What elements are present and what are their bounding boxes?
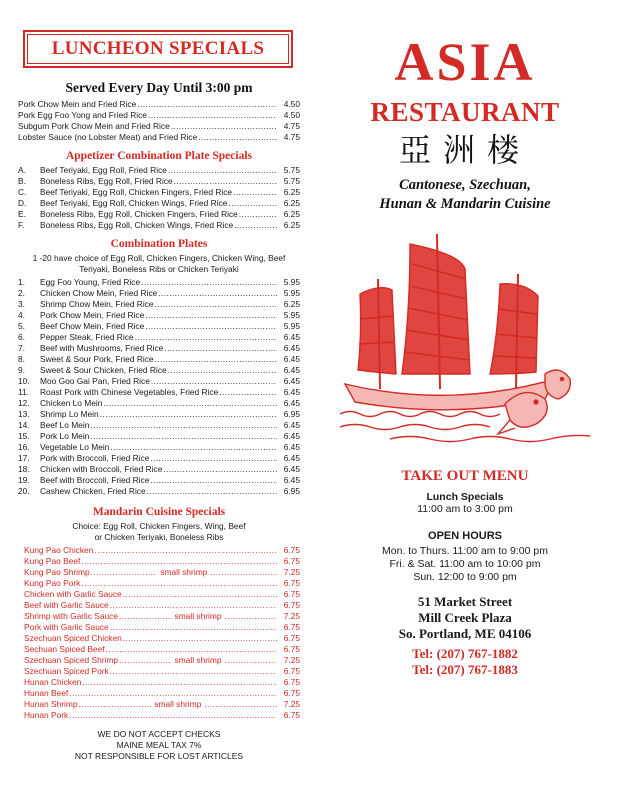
- menu-row: [18, 545, 300, 556]
- item-price: 6.25: [283, 209, 300, 219]
- leader-dots: [228, 198, 277, 209]
- luncheon-list: [18, 99, 300, 143]
- leader-dots: [168, 365, 277, 376]
- meal-tax-note: MAINE MEAL TAX 7%: [116, 740, 202, 750]
- lunch-specials-label: Lunch Specials: [426, 491, 504, 503]
- leader-dots: [110, 442, 277, 453]
- leader-dots: [158, 288, 277, 299]
- item-price: 5.95: [283, 277, 300, 287]
- leader-dots: [110, 622, 277, 633]
- item-price: 5.75: [283, 165, 300, 175]
- mandarin-list: [18, 545, 300, 721]
- menu-row: [18, 453, 300, 464]
- item-price: 4.75: [283, 121, 300, 131]
- menu-row: [18, 611, 300, 622]
- menu-row: [18, 600, 300, 611]
- served-heading: Served Every Day Until 3:00 pm: [65, 80, 253, 95]
- item-price: 6.45: [283, 420, 300, 430]
- restaurant-subtitle: RESTAURANT: [370, 97, 560, 127]
- item-number: 14.: [18, 420, 30, 430]
- menu-row: [18, 99, 300, 110]
- item-number: 20.: [18, 486, 30, 496]
- menu-row: [18, 578, 300, 589]
- item-name: Szechuan Spiced Pork: [24, 666, 109, 676]
- leader-dots: [106, 644, 277, 655]
- item-price: 6.25: [283, 187, 300, 197]
- item-name: Cashew Chicken, Fried Rice: [40, 486, 146, 496]
- appetizer-title: Appetizer Combination Plate Specials: [65, 150, 253, 162]
- leader-dots: [198, 132, 277, 143]
- leader-dots: [164, 343, 277, 354]
- leader-dots: [155, 299, 277, 310]
- combination-title: Combination Plates: [110, 238, 208, 250]
- item-price: 5.95: [283, 310, 300, 320]
- item-price: 5.95: [283, 321, 300, 331]
- item-number: A.: [18, 165, 26, 175]
- menu-row: [18, 556, 300, 567]
- item-name: Hunan Pork: [24, 710, 69, 720]
- item-name: Chicken with Broccoli, Fried Rice: [40, 464, 163, 474]
- leader-dots: [219, 387, 277, 398]
- item-name: Sweet & Sour Chicken, Fried Rice: [40, 365, 167, 375]
- item-name: Beef Chow Mein, Fried Rice: [40, 321, 145, 331]
- item-name: Szechuan Spiced Chicken: [24, 633, 122, 643]
- item-name: Pork Lo Mein: [40, 431, 90, 441]
- menu-row: [18, 710, 300, 721]
- cuisine-line-2: Hunan & Mandarin Cuisine: [379, 196, 551, 212]
- menu-row: [18, 110, 300, 121]
- luncheon-banner: [23, 30, 293, 68]
- item-price: 6.75: [283, 666, 300, 676]
- menu-row: [18, 187, 300, 198]
- item-number: 19.: [18, 475, 30, 485]
- item-name: Pork Egg Foo Yong and Fried Rice: [18, 110, 147, 120]
- item-number: 17.: [18, 453, 30, 463]
- item-name: Hunan Chicken: [24, 677, 82, 687]
- leader-dots: [234, 220, 277, 231]
- menu-row: [18, 132, 300, 143]
- item-number: 6.: [18, 332, 25, 342]
- menu-row: [18, 176, 300, 187]
- item-name: Szechuan Spiced Shrimp: [24, 655, 119, 665]
- item-name: Shrimp Chow Mein, Fried Rice: [40, 299, 154, 309]
- menu-row: [18, 299, 300, 310]
- item-number: 8.: [18, 354, 25, 364]
- leader-dots: [148, 110, 277, 121]
- leader-dots: [150, 453, 277, 464]
- item-name: Kung Pao Chicken: [24, 545, 94, 555]
- item-price: 6.75: [283, 556, 300, 566]
- item-number: 15.: [18, 431, 30, 441]
- item-name: Sweet & Sour Pork, Fried Rice: [40, 354, 154, 364]
- menu-row: [18, 387, 300, 398]
- item-price: 6.25: [283, 198, 300, 208]
- menu-row: [18, 677, 300, 688]
- leader-dots: [90, 420, 277, 431]
- takeout-title: TAKE OUT MENU: [401, 468, 529, 484]
- item-name: Hunan Shrimp: [24, 699, 78, 709]
- item-name: Kung Pao Beef: [24, 556, 81, 566]
- chinese-name: 亞洲楼: [398, 131, 531, 169]
- item-number: 11.: [18, 387, 30, 397]
- hours-mon-thu: Mon. to Thurs. 11:00 am to 9:00 pm: [382, 545, 548, 557]
- leader-dots: [110, 600, 277, 611]
- menu-row: [18, 409, 300, 420]
- item-name: Beef with Garlic Sauce: [24, 600, 109, 610]
- item-number: 10.: [18, 376, 30, 386]
- item-name: Shrimp Lo Mein: [40, 409, 99, 419]
- leader-dots: [79, 699, 152, 710]
- leader-dots: [91, 567, 158, 578]
- item-name: Sechuan Spiced Beef: [24, 644, 105, 654]
- leader-dots: [135, 332, 277, 343]
- item-price: 6.25: [283, 220, 300, 230]
- item-number: B.: [18, 176, 26, 186]
- leader-dots: [225, 655, 277, 666]
- menu-row: [18, 365, 300, 376]
- item-price: 6.45: [283, 343, 300, 353]
- menu-row: [18, 486, 300, 497]
- item-number: 7.: [18, 343, 25, 353]
- item-note: small shrimp: [154, 699, 202, 709]
- leader-dots: [137, 99, 277, 110]
- leader-dots: [151, 376, 277, 387]
- menu-row: [18, 310, 300, 321]
- menu-row: [18, 633, 300, 644]
- item-name: Hunan Beef: [24, 688, 69, 698]
- menu-row: [18, 688, 300, 699]
- menu-row: [18, 398, 300, 409]
- item-number: 2.: [18, 288, 25, 298]
- item-name: Pork with Garlic Sauce: [24, 622, 109, 632]
- item-price: 6.45: [283, 354, 300, 364]
- left-column: [18, 30, 300, 762]
- item-price: 7.25: [283, 655, 301, 665]
- item-name: Pork Chow Mein and Fried Rice: [18, 99, 137, 109]
- item-name: Roast Pork with Chinese Vegetables, Fried Rice: [40, 387, 219, 397]
- item-name: Pepper Steak, Fried Rice: [40, 332, 134, 342]
- leader-dots: [155, 354, 277, 365]
- leader-dots: [123, 589, 277, 600]
- item-price: 6.45: [283, 365, 300, 375]
- item-number: 1.: [18, 277, 25, 287]
- menu-row: [18, 376, 300, 387]
- cuisine-line-1: Cantonese, Szechuan,: [399, 177, 531, 193]
- phone-1: Tel: (207) 767-1882: [412, 646, 518, 661]
- no-checks-note: WE DO NOT ACCEPT CHECKS: [97, 729, 221, 739]
- item-number: 12.: [18, 398, 30, 408]
- menu-row: [18, 666, 300, 677]
- leader-dots: [171, 121, 277, 132]
- phone-2: Tel: (207) 767-1883: [412, 662, 518, 677]
- item-note: small shrimp: [174, 655, 222, 665]
- item-name: Beef Lo Mein: [40, 420, 90, 430]
- menu-row: [18, 332, 300, 343]
- leader-dots: [225, 611, 277, 622]
- leader-dots: [150, 475, 277, 486]
- item-name: Beef with Mushrooms, Fried Rice: [40, 343, 164, 353]
- item-name: Moo Goo Gai Pan, Fried Rice: [40, 376, 150, 386]
- luncheon-banner-title: LUNCHEON SPECIALS: [27, 34, 289, 64]
- item-note: small shrimp: [174, 611, 222, 621]
- menu-row: [18, 589, 300, 600]
- leader-dots: [233, 187, 277, 198]
- leader-dots: [204, 699, 277, 710]
- item-name: Egg Foo Young, Fried Rice: [40, 277, 141, 287]
- item-price: 7.25: [283, 611, 300, 621]
- leader-dots: [174, 176, 277, 187]
- mandarin-note: Choice: Egg Roll, Chicken Fingers, Wing, Beef or Chicken Teriyaki, Boneless Ribs: [72, 521, 246, 542]
- footer-notes: [18, 729, 300, 762]
- leader-dots: [69, 688, 277, 699]
- restaurant-title: ASIA: [394, 32, 536, 92]
- item-price: 7.25: [283, 699, 301, 709]
- menu-row: [18, 475, 300, 486]
- item-name: Boneless Ribs, Egg Roll, Fried Rice: [40, 176, 173, 186]
- item-price: 7.25: [283, 567, 300, 577]
- item-name: Pork with Broccoli, Fried Rice: [40, 453, 150, 463]
- item-price: 6.45: [283, 475, 300, 485]
- item-name: Pork Chow Mein, Fried Rice: [40, 310, 145, 320]
- leader-dots: [100, 409, 277, 420]
- item-price: 6.95: [283, 486, 300, 496]
- item-name: Beef Teriyaki, Egg Roll, Chicken Fingers, Fried Rice: [40, 187, 233, 197]
- item-price: 6.75: [283, 688, 300, 698]
- menu-row: [18, 288, 300, 299]
- item-name: Kung Pao Shrimp: [24, 567, 90, 577]
- item-price: 5.95: [283, 288, 300, 298]
- hours-sun: Sun. 12:00 to 9:00 pm: [413, 571, 517, 583]
- combination-list: [18, 277, 300, 497]
- item-number: 13.: [18, 409, 30, 419]
- item-name: Kung Pao Pork: [24, 578, 81, 588]
- item-price: 6.45: [283, 453, 300, 463]
- item-number: 4.: [18, 310, 25, 320]
- item-name: Lobster Sauce (no Lobster Meat) and Fried Rice: [18, 132, 198, 142]
- combination-note: 1 -20 have choice of Egg Roll, Chicken Fingers, Chicken Wing, Beef Teriyaki, Boneless Ribs or Chicken Teriyaki: [32, 253, 286, 274]
- item-name: Chicken with Garlic Sauce: [24, 589, 122, 599]
- item-number: 18.: [18, 464, 30, 474]
- item-name: Boneless Ribs, Egg Roll, Chicken Fingers, Fried Rice: [40, 209, 238, 219]
- item-price: 6.75: [283, 710, 300, 720]
- menu-row: [18, 655, 300, 666]
- item-price: 4.75: [283, 132, 300, 142]
- item-price: 6.95: [283, 409, 300, 419]
- item-name: Chicken Lo Mein: [40, 398, 103, 408]
- menu-row: [18, 442, 300, 453]
- item-price: 6.75: [283, 644, 300, 654]
- menu-row: [18, 121, 300, 132]
- item-name: Beef Teriyaki, Egg Roll, Chicken Wings, Fried Rice: [40, 198, 228, 208]
- item-number: 16.: [18, 442, 30, 452]
- item-price: 6.75: [283, 633, 300, 643]
- item-price: 6.45: [283, 442, 300, 452]
- leader-dots: [163, 464, 277, 475]
- menu-row: [18, 220, 300, 231]
- leader-dots: [90, 431, 277, 442]
- menu-row: [18, 165, 300, 176]
- leader-dots: [110, 666, 277, 677]
- item-number: 3.: [18, 299, 25, 309]
- menu-row: [18, 354, 300, 365]
- leader-dots: [168, 165, 277, 176]
- item-number: F.: [18, 220, 25, 230]
- item-price: 6.75: [283, 677, 300, 687]
- item-price: 6.75: [283, 578, 300, 588]
- address-street: 51 Market Street: [417, 594, 513, 609]
- hours-fri-sat: Fri. & Sat. 11:00 am to 10:00 pm: [389, 558, 541, 570]
- item-name: Shrimp with Garlic Sauce: [24, 611, 119, 621]
- leader-dots: [82, 677, 277, 688]
- item-price: 6.75: [283, 545, 300, 555]
- item-price: 5.75: [283, 176, 300, 186]
- leader-dots: [147, 486, 277, 497]
- item-number: 5.: [18, 321, 25, 331]
- item-name: Beef with Broccoli, Fried Rice: [40, 475, 150, 485]
- menu-row: [18, 431, 300, 442]
- appetizer-list: [18, 165, 300, 231]
- item-price: 6.45: [283, 376, 300, 386]
- leader-dots: [69, 710, 277, 721]
- item-price: 6.45: [283, 398, 300, 408]
- item-note: small shrimp: [160, 567, 208, 577]
- leader-dots: [119, 655, 171, 666]
- leader-dots: [239, 209, 277, 220]
- junk-ship-illustration: [340, 224, 590, 454]
- menu-row: [18, 198, 300, 209]
- menu-row: [18, 321, 300, 332]
- leader-dots: [119, 611, 171, 622]
- lost-articles-note: NOT RESPONSIBLE FOR LOST ARTICLES: [74, 751, 244, 761]
- menu-row: [18, 277, 300, 288]
- menu-row: [18, 699, 300, 710]
- item-price: 4.50: [283, 110, 300, 120]
- leader-dots: [123, 633, 277, 644]
- leader-dots: [81, 578, 277, 589]
- menu-row: [18, 567, 300, 578]
- item-name: Boneless Ribs, Egg Roll, Chicken Wings, Fried Rice: [40, 220, 234, 230]
- menu-row: [18, 464, 300, 475]
- leader-dots: [210, 567, 277, 578]
- menu-row: [18, 644, 300, 655]
- item-price: 6.45: [283, 387, 300, 397]
- item-number: 9.: [18, 365, 25, 375]
- item-price: 6.25: [283, 299, 300, 309]
- menu-row: [18, 343, 300, 354]
- item-price: 4.50: [283, 99, 300, 109]
- item-price: 6.45: [283, 464, 300, 474]
- mandarin-title: Mandarin Cuisine Specials: [92, 506, 226, 518]
- leader-dots: [94, 545, 277, 556]
- item-price: 6.75: [283, 589, 300, 599]
- item-price: 6.45: [283, 332, 300, 342]
- address-plaza: Mill Creek Plaza: [418, 610, 512, 625]
- address-city: So. Portland, ME 04106: [398, 626, 532, 641]
- item-name: Vegetable Lo Mein: [40, 442, 110, 452]
- leader-dots: [81, 556, 277, 567]
- item-name: Subgum Pork Chow Mein and Fried Rice: [18, 121, 170, 131]
- item-name: Beef Teriyaki, Egg Roll, Fried Rice: [40, 165, 167, 175]
- leader-dots: [145, 310, 277, 321]
- item-number: E.: [18, 209, 26, 219]
- item-number: C.: [18, 187, 27, 197]
- item-name: Chicken Chow Mein, Fried Rice: [40, 288, 158, 298]
- item-price: 6.45: [283, 431, 300, 441]
- leader-dots: [103, 398, 277, 409]
- item-price: 6.75: [283, 622, 300, 632]
- lunch-hours: 11:00 am to 3:00 pm: [417, 503, 513, 515]
- leader-dots: [145, 321, 277, 332]
- item-number: D.: [18, 198, 27, 208]
- menu-row: [18, 420, 300, 431]
- right-column: [320, 30, 610, 678]
- menu-row: [18, 209, 300, 220]
- open-hours-title: OPEN HOURS: [428, 530, 502, 542]
- leader-dots: [141, 277, 277, 288]
- menu-row: [18, 622, 300, 633]
- item-price: 6.75: [283, 600, 300, 610]
